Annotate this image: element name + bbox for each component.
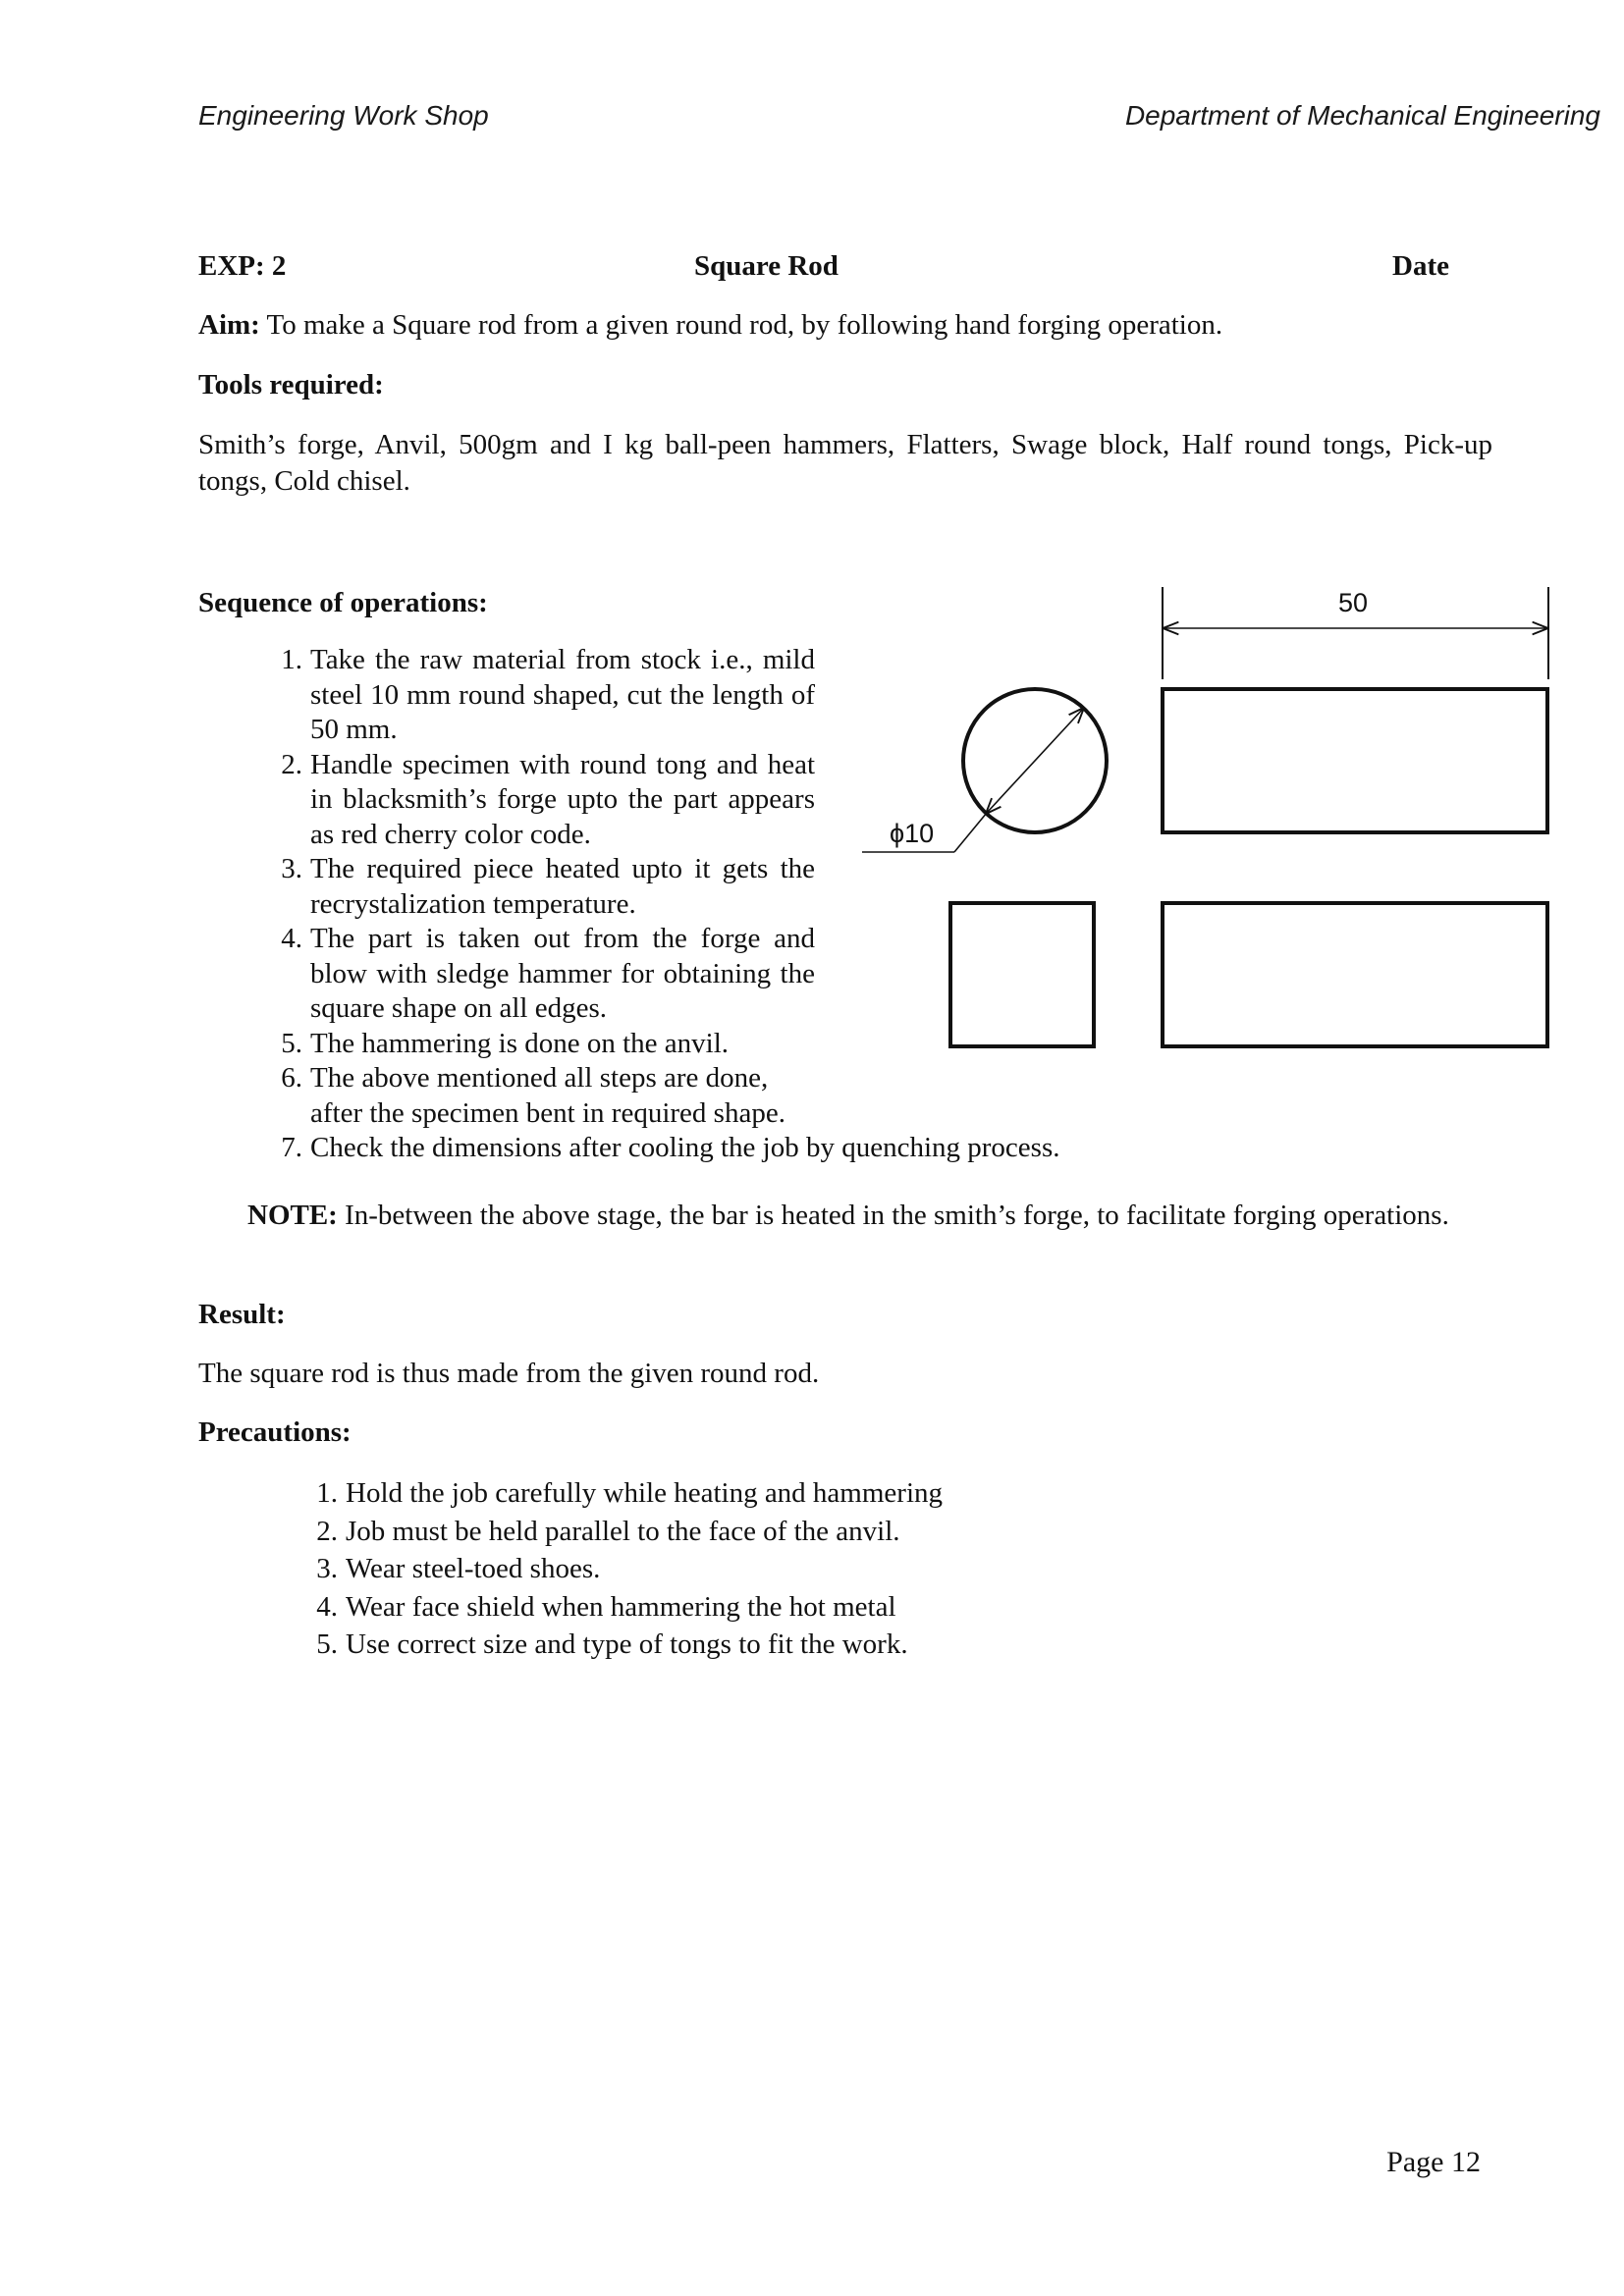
sequence-item-text: Check the dimensions after cooling the job by quenching process. (310, 1132, 1060, 1163)
sequence-item-text: Handle specimen with round tong and heat in blacksmith’s forge upto the part appears as red cherry color code. (310, 748, 815, 850)
precaution-item-number: 5. (316, 1629, 338, 1660)
tools-heading: Tools required: (198, 369, 384, 400)
sequence-item-number: 6. (281, 1062, 302, 1094)
sequence-item-3 (281, 852, 815, 922)
diameter-dimension-value: ϕ10 (890, 819, 935, 848)
precaution-item-text: Hold the job carefully while heating and hammering (346, 1477, 944, 1509)
square-rod-drawing (844, 569, 1561, 1060)
sequence-item-text: The part is taken out from the forge and blow with sledge hammer for obtaining the square shape on all edges. (310, 923, 815, 1024)
page-number: Page 12 (1386, 2146, 1481, 2178)
diameter-line (987, 709, 1083, 813)
sequence-item-1 (281, 643, 815, 748)
sequence-heading: Sequence of operations: (198, 587, 488, 618)
sequence-item-number: 3. (281, 853, 302, 884)
header-left: Engineering Work Shop (198, 100, 489, 131)
precaution-item-number: 4. (316, 1590, 338, 1623)
header-right: Department of Mechanical Engineering (1124, 100, 1600, 131)
precaution-item-text: Job must be held parallel to the face of the anvil. (346, 1515, 900, 1547)
precautions-list (316, 1474, 944, 1664)
sequence-item-7 (281, 1131, 1194, 1166)
precaution-item-number: 2. (316, 1515, 338, 1547)
sequence-item-5 (281, 1027, 815, 1062)
note-paragraph (247, 1198, 1492, 1234)
sequence-item-number: 1. (281, 644, 302, 675)
result-text: The square rod is thus made from the given round rod. (198, 1358, 820, 1389)
precaution-item-1 (316, 1474, 944, 1513)
precaution-item-5 (316, 1626, 943, 1664)
note-label: NOTE: (247, 1200, 338, 1231)
precaution-item-4 (316, 1588, 943, 1627)
sequence-item-text: The required piece heated upto it gets the recrystalization temperature. (310, 853, 815, 920)
precaution-item-number: 1. (316, 1477, 338, 1509)
rod-front-view (1163, 689, 1547, 832)
experiment-title: Square Rod (694, 250, 839, 282)
square-section-view (950, 903, 1094, 1046)
length-dimension-value: 50 (1338, 588, 1369, 617)
sequence-item-number: 7. (281, 1132, 302, 1163)
round-end-view (862, 689, 1107, 852)
precaution-item-text: Use correct size and type of tongs to fit the work. (346, 1629, 908, 1660)
square-rod-front-view (1163, 903, 1547, 1046)
diameter-leader (954, 813, 987, 852)
precaution-item-text: Wear face shield when hammering the hot metal (346, 1590, 896, 1623)
sequence-item-2 (281, 748, 815, 853)
precaution-item-text: Wear steel-toed shoes. (346, 1553, 601, 1584)
sequence-item-number: 5. (281, 1027, 302, 1059)
precautions-heading: Precautions: (198, 1416, 352, 1448)
sequence-item-text: Take the raw material from stock i.e., mild steel 10 mm round shaped, cut the length of 50 mm. (310, 644, 815, 745)
exp-number: EXP: 2 (198, 250, 287, 282)
tools-text: Smith’s forge, Anvil, 500gm and I kg ball-peen hammers, Flatters, Swage block, Half round tongs, Pick-up tongs, Cold chisel. (198, 429, 1492, 497)
sequence-item-text: The above mentioned all steps are done, after the specimen bent in required shape. (310, 1062, 785, 1129)
sequence-item-number: 4. (281, 923, 302, 954)
sequence-item-6 (281, 1061, 821, 1131)
sequence-item-number: 2. (281, 748, 302, 780)
sequence-item-text: The hammering is done on the anvil. (310, 1027, 730, 1059)
aim-text: To make a Square rod from a given round rod, by following hand forging operation. (259, 309, 1223, 341)
date-label: Date (1392, 250, 1449, 282)
sequence-item-4 (281, 922, 815, 1027)
precaution-item-2 (316, 1513, 943, 1551)
note-text: In-between the above stage, the bar is heated in the smith’s forge, to facilitate forging operations. (337, 1200, 1449, 1231)
precaution-item-3 (316, 1550, 943, 1588)
length-dimension (1163, 587, 1548, 679)
aim-label: Aim: (198, 309, 260, 341)
result-heading: Result: (198, 1299, 286, 1330)
aim-paragraph (198, 307, 1494, 344)
precaution-item-number: 3. (316, 1553, 338, 1584)
